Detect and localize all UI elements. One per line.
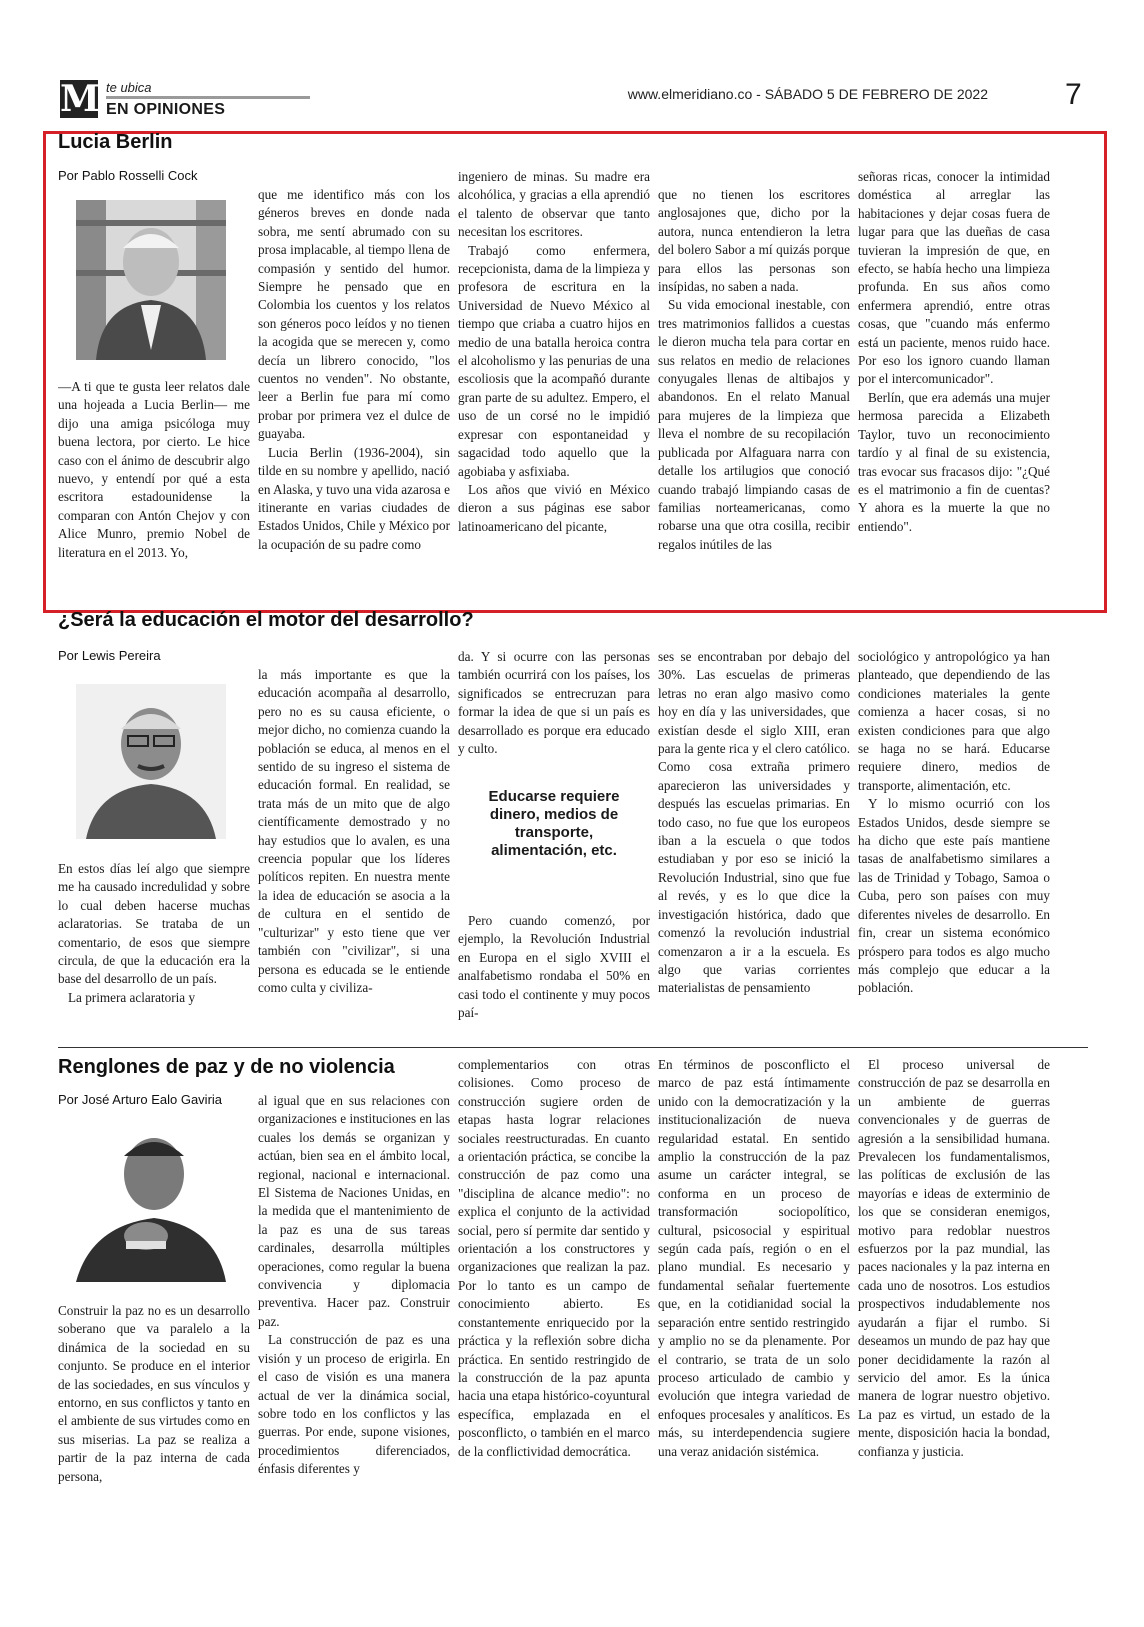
article-column [458, 168, 650, 578]
paragraph: Trabajó como enfermera, recepcionista, dama de la limpieza y profesora de escritura en la Universidad de Nuevo México al tiempo que criaba a cuatro hijos en medio de una batalla heroica contra el alcoholismo y las penurias de una escoliosis que la acompañó durante gran parte de su adultez. Empero, el uso de un corsé no le impidió expresar con espontaneidad y sagacidad todo aquello que la agobiaba y asfixiaba. [458, 242, 650, 479]
article-column [258, 186, 450, 578]
paragraph: La primera aclaratoria y [68, 989, 196, 1005]
paragraph: Su vida emocional inestable, con tres matrimonios fallidos a cuestas le dieron mucha tela para cortar en sus relatos en medio de relaciones conyugales llenas de altibajos y abandonos. En el relato Manual para mujeres de la limpieza que lleva el nombre de su recopilación publicada por Alfaguara narra con detalle los artilugios que conoció cuando trabajó limpiando casas de familias norteamericanas, como robarse una que otra cosilla, recibir regalos inútiles de las [658, 297, 850, 552]
author-photo-icon [76, 200, 226, 360]
paragraph: Y lo mismo ocurrió con los Estados Unidos, desde siempre se ha dicho que este país mantiene tasas de analfabetismo similares a las de Trinidad y Tobago, Samoa o Cuba, pero son países con muy diferentes niveles de desarrollo. En fin, crear un sistema económico próspero para todos es algo mucho más complejo que educar a la población. [858, 796, 1050, 996]
paragraph: Berlín, que era además una mujer hermosa parecida a Elizabeth Taylor, tuvo un reconocimiento tardío y al final de su existencia, tras evocar sus fracasos dijo: "¿Qué es el matrimonio a fin de cuentas? Y ahora es la muerte la que no entiendo". [858, 389, 1050, 534]
article-column [658, 186, 850, 578]
paragraph: señoras ricas, conocer la intimidad doméstica al arreglar las habitaciones y dejar cosas fuera de lugar para que las dueñas de casa tuvieran la impresión de que, en efecto, se había hecho una limpieza profunda. En sus años como enfermera aprendió, entre otras cosas, que "cuando más enfermo está un paciente, menos ruido hace. Por eso los ignoro cuando llaman por el intercomunicador". [858, 169, 1050, 387]
article-byline: Por José Arturo Ealo Gaviria [58, 1092, 223, 1107]
paragraph: ses se encontraban por debajo del 30%. Las escuelas de primeras letras no eran algo masivo como hoy en día y las universidades, que existían desde el siglo XIII, eran para la gente rica y el clero católico. Como cosa extraña primero aparecieron las universidades y después las escuelas primarias. En todo caso, no fue que los europeos iban a la escuela o que todos estudiaban y por eso se inició la Revolución Industrial, sino que fue al revés, y es lo que dice la investigación histórica, dado que comenzó la revolución industrial comenzaron a ir a la escuela. Es algo que varias corrientes materialistas de pensamiento [658, 649, 850, 996]
paragraph: Pero cuando comenzó, por ejemplo, la Revolución Industrial en Europa en el siglo XVIII el analfabetismo rondaba el 50% en casi todo el continente y muy pocos paí- [458, 913, 650, 1021]
article-column [658, 648, 850, 1040]
article-column [458, 912, 650, 1040]
article-byline: Por Lewis Pereira [58, 648, 161, 663]
author-photo-icon [76, 1116, 226, 1282]
article-title: ¿Será la educación el motor del desarrollo? [58, 609, 474, 631]
paragraph: sociológico y antropológico ya han planteado, que dependiendo de las condiciones materiales la gente comienza a hacer cosas, si no existen condiciones para que algo se haga no se hará. Educarse requiere dinero, medios de transporte, alimentación, etc. [858, 649, 1050, 793]
article-title: Renglones de paz y de no violencia [58, 1056, 395, 1078]
paragraph: al igual que en sus relaciones con organizaciones e instituciones en las cuales los demás se organizan y actúan, bien sea en el ámbito local, regional, nacional e internacional. El Sistema de Naciones Unidas, en la medida que el mantenimiento de la paz es una de sus tareas cardinales, desarrolla múltiples operaciones, como regular la buena convivencia y diplomacia preventiva. Hacer paz. Construir paz. [258, 1093, 450, 1329]
article-column [658, 1056, 850, 1502]
article-column [858, 648, 1050, 1040]
article-column [858, 1056, 1050, 1502]
paragraph: El proceso universal de construcción de paz se desarrolla en un ambiente de guerras convencionales y de guerras de agresión a la sensibilidad humana. Prevalecen los fundamentalismos, las políticas de exclusión de las mayorías e ideas de exterminio de los que se consideran enemigos, motivo para redoblar nuestros esfuerzos por la paz mundial, las paces nacionales y la paz interna en cada uno de nosotros. Los estudios prospectivos indudablemente nos ayudarán a fijar el rumbo. Si deseamos un mundo de paz hay que poner decididamente la razón al servicio del amor. Es la única manera de lograr nuestro objetivo. La paz es virtud, un estado de la mente, disposición hacia la bondad, confianza y justicia. [858, 1057, 1050, 1459]
article-column [458, 648, 650, 778]
article-column [58, 1302, 250, 1502]
paragraph: En términos de posconflicto el marco de paz está íntimamente unido con la democratización y la institucionalización de nueva regularidad estatal. En sentido amplio la construcción de la paz asume un carácter integral, se conforma en un proceso de transformación sociopolítico, cultural, psicosocial y espiritual según cada país, región o en el plano mundial. Es necesario y fundamental señalar fuertemente que, en la cotidianidad social la separación entre sentido restringido y amplio no se da plenamente. Por el contrario, se trata de un solo proceso articulado de cambio y evolución que integra variedad de enfoques procesales y analíticos. Es más, su interdependencia sugiere una veraz anidación sistémica. [658, 1057, 850, 1459]
paragraph: que no tienen los escritores anglosajones que, dicho por la autora, nunca entendieron la letra del bolero Sabor a mí quizás porque para ellos las personas son insípidas, no saben a nada. [658, 187, 850, 295]
article-column [258, 1092, 450, 1502]
paragraph: la más importante es que la educación acompaña al desarrollo, pero no es su causa eficiente, o mejor dicho, no comienza cuando la población se educa, al menos en el sentido de su ingreso el sistema de educación formal. En realidad, se trata más de un mito que de algo científicamente demostrado y no hay estudios que lo avalen, es una creencia popular que los líderes políticos repiten. En nuestra mente la idea de educación se asocia a la de cultura en el sentido de "culturizar" y esto tiene que ver también con "civilizar", si una persona es educada se le entiende como culta y civiliza- [258, 667, 450, 995]
pull-quote: Educarse requiere dinero, medios de transporte, alimentación, etc. [488, 788, 620, 859]
section-divider [58, 1047, 1088, 1048]
article-title: Lucia Berlin [58, 131, 173, 153]
paragraph: Lucia Berlin (1936-2004), sin tilde en su nombre y apellido, nació en Alaska, y tuvo una vida azarosa e itinerante en varias ciudades de Estados Unidos, Chile y México por la ocupación de su padre como [258, 444, 450, 552]
paragraph: La construcción de paz es una visión y un proceso de erigirla. En el caso de visión es una manera actual de ver la dinámica social, sobre todo en los conflictos y las guerras. Por ende, supone visiones, procedimientos diferenciados, énfasis diferentes y [258, 1332, 450, 1477]
header-rule [106, 96, 310, 99]
logo-tagline: te ubica [106, 80, 152, 95]
site-date: www.elmeridiano.co - SÁBADO 5 DE FEBRERO DE 2022 [627, 86, 988, 102]
paragraph: En estos días leí algo que siempre me ha causado incredulidad y sobre lo cual deben hacerse muchas aclaratorias. Se trataba de un comentario, de esos que siempre circula, de que la educación era la base del desarrollo de un país. [58, 861, 250, 987]
page-number: 7 [1065, 78, 1082, 111]
section-label: EN OPINIONES [106, 101, 226, 118]
article-column [458, 1056, 650, 1502]
article-column [258, 666, 450, 1040]
paragraph: Los años que vivió en México dieron a sus páginas ese sabor latinoamericano del picante, [458, 481, 650, 534]
paragraph: da. Y si ocurre con las personas también ocurrirá con los países, los significados se entrecruzan para formar la idea de que si un país es desarrollado es porque era educado y culto. [458, 649, 650, 757]
paragraph: —A ti que te gusta leer relatos dale una hojeada a Lucia Berlin— me dijo una amiga psicóloga muy buena lectora, por cierto. Le hice caso con el ánimo de descubrir algo nuevo, y entendí por qué a esta escritora estadounidense la comparan con Antón Chejov y con Alice Munro, premio Nobel de literatura en el 2013. Yo, [58, 379, 250, 560]
article-column [58, 378, 250, 578]
article-column [58, 860, 250, 1040]
paragraph: ingeniero de minas. Su madre era alcohólica, y gracias a ella aprendió el talento de observar que tanto necesitan los escritores. [458, 169, 650, 240]
author-photo-icon [76, 684, 226, 839]
paragraph: que me identifico más con los géneros breves en donde nada sobra, me sentí abrumado con su prosa implacable, al tiempo llena de compasión y sentido del humor. Siempre he pensado que en Colombia los cuentos y los relatos son géneros poco leídos y no tienen la acogida que se merecen y, como decía un librero conocido, "los cuentos no venden". No obstante, leer a Berlin fue para mí como probar por primera vez el dulce de guayaba. [258, 187, 450, 442]
logo: M [60, 78, 100, 120]
article-column [858, 168, 1050, 578]
article-byline: Por Pablo Rosselli Cock [58, 168, 198, 183]
paragraph: complementarios con otras colisiones. Como proceso de construcción sugiere orden de etapas hasta lograr relaciones sociales reestructuradas. En cuanto a orientación práctica, se concibe la construcción de paz como una "disciplina de alcance medio": no explica el conjunto de la actividad social, pero sí permite dar sentido y orientación a los constructores y organizaciones que realizan la paz. Por lo tanto es un campo de conocimiento abierto. Es constantemente enriquecido por la práctica y la reflexión sobre dicha práctica. En sentido restringido de la construcción de la paz apunta hacia una etapa histórico-coyuntural específica, emplazada en el posconflicto, o también en el marco de la conflictividad democrática. [458, 1057, 650, 1459]
paragraph: Construir la paz no es un desarrollo soberano que va paralelo a la dinámica de la sociedad en su conjunto. Se produce en el interior de las sociedades, en sus vínculos y entorno, en sus conflictos y tanto en el ambiente de sus virtudes como en sus miserias. La paz se realiza a partir de la paz interna de cada persona, [58, 1303, 250, 1484]
